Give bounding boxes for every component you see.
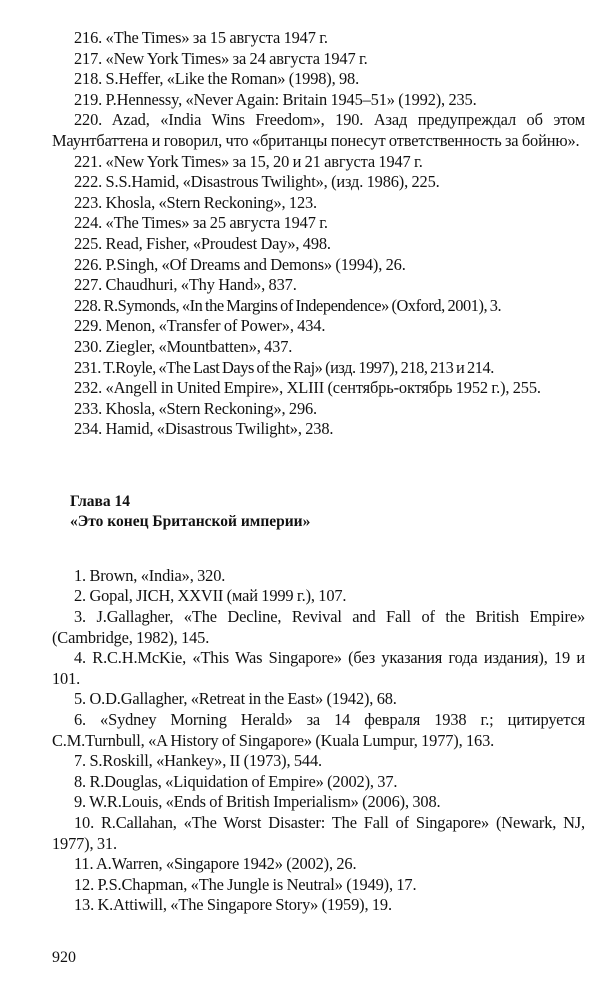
chapter-title: «Это конец Британской империи» (70, 512, 311, 530)
note-217: 217. «New York Times» за 24 августа 1947 г. (74, 48, 368, 68)
note-230: 230. Ziegler, «Mountbatten», 437. (74, 336, 293, 356)
note-13: 13. K.Attiwill, «The Singapore Story» (1959), 19. (74, 895, 392, 915)
note-226: 226. P.Singh, «Of Dreams and Demons» (1994), 26. (74, 254, 406, 274)
note-7: 7. S.Roskill, «Hankey», II (1973), 544. (74, 751, 322, 771)
chapter-heading (52, 492, 585, 532)
page-body (52, 28, 585, 916)
note-221: 221. «New York Times» за 15, 20 и 21 августа 1947 г. (74, 151, 423, 171)
note-224: 224. «The Times» за 25 августа 1947 г. (74, 213, 328, 233)
note-225: 225. Read, Fisher, «Proudest Day», 498. (74, 233, 331, 253)
note-4: 4. R.C.H.McKie, «This Was Singapore» (без указания года издания), 19 и 101. (52, 648, 585, 688)
note-5: 5. O.D.Gallagher, «Retreat in the East» (1942), 68. (74, 689, 397, 709)
note-10: 10. R.Callahan, «The Worst Disaster: The Fall of Singapore» (Newark, NJ, 1977), 31. (52, 813, 585, 853)
note-227: 227. Chaudhuri, «Thy Hand», 837. (74, 275, 297, 295)
note-229: 229. Menon, «Transfer of Power», 434. (74, 316, 326, 336)
note-234: 234. Hamid, «Disastrous Twilight», 238. (74, 419, 334, 439)
note-220: 220. Azad, «India Wins Freedom», 190. Азад предупреждал об этом Маунтбаттена и говорил, что «британцы понесут ответственность за бойню». (52, 110, 585, 150)
note-12: 12. P.S.Chapman, «The Jungle is Neutral» (1949), 17. (74, 874, 417, 894)
notes-list-chapter-14 (52, 566, 585, 916)
note-233: 233. Khosla, «Stern Reckoning», 296. (74, 398, 317, 418)
section-spacer (52, 440, 585, 492)
note-216: 216. «The Times» за 15 августа 1947 г. (74, 28, 328, 47)
note-3: 3. J.Gallagher, «The Decline, Revival and Fall of the British Empire» (Cambridge, 1982), 145. (52, 607, 585, 647)
note-8: 8. R.Douglas, «Liquidation of Empire» (2002), 37. (74, 771, 398, 791)
note-228: 228. R.Symonds, «In the Margins of Independence» (Oxford, 2001), 3. (74, 295, 502, 315)
heading-spacer (52, 532, 585, 566)
note-11: 11. A.Warren, «Singapore 1942» (2002), 26. (74, 854, 357, 874)
page-number: 920 (52, 949, 76, 966)
note-6: 6. «Sydney Morning Herald» за 14 февраля 1938 г.; цитируется C.M.Turnbull, «A History of Singapore» (Kuala Lumpur, 1977), 163. (52, 710, 585, 750)
note-218: 218. S.Heffer, «Like the Roman» (1998), 98. (74, 69, 360, 89)
note-222: 222. S.S.Hamid, «Disastrous Twilight», (изд. 1986), 225. (74, 172, 440, 192)
chapter-label: Глава 14 (70, 492, 131, 510)
note-9: 9. W.R.Louis, «Ends of British Imperialism» (2006), 308. (74, 792, 441, 812)
note-2: 2. Gopal, JICH, XXVII (май 1999 г.), 107. (74, 586, 347, 606)
note-1: 1. Brown, «India», 320. (74, 565, 226, 585)
note-219: 219. P.Hennessy, «Never Again: Britain 1945–51» (1992), 235. (74, 89, 477, 109)
notes-list-chapter-13 (52, 28, 585, 440)
note-223: 223. Khosla, «Stern Reckoning», 123. (74, 192, 317, 212)
note-231: 231. T.Royle, «The Last Days of the Raj» (изд. 1997), 218, 213 и 214. (74, 357, 494, 377)
note-232: 232. «Angell in United Empire», XLIII (сентябрь-октябрь 1952 г.), 255. (74, 378, 541, 398)
